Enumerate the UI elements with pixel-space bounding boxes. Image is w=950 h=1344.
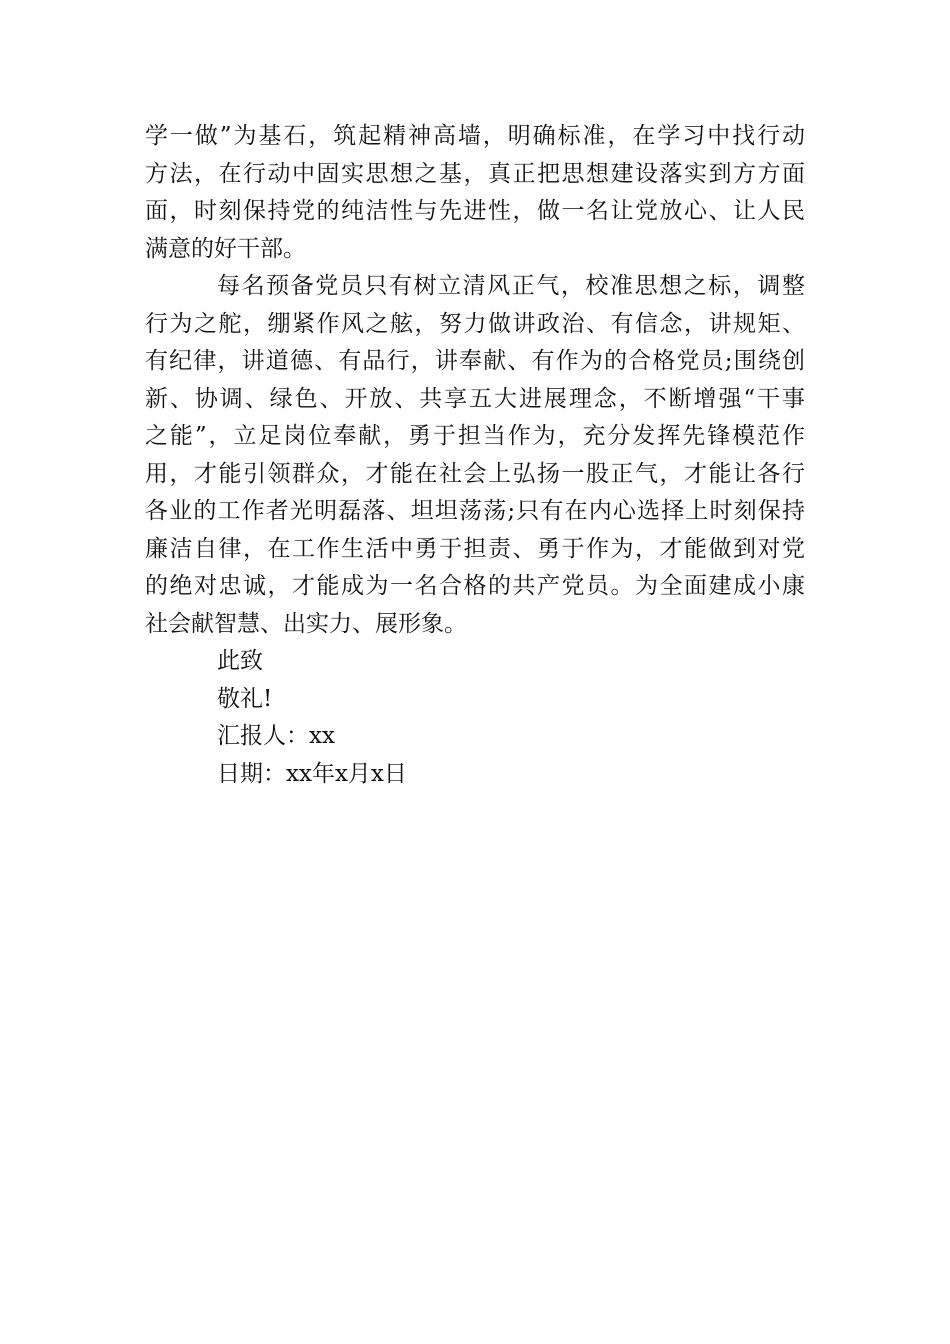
- text-line: 各业的工作者光明磊落、坦坦荡荡;只有在内心选择上时刻保持: [145, 498, 805, 524]
- text-line: 方法，在行动中固实思想之基，真正把思想建设落实到方方面: [145, 160, 805, 187]
- text-line: 行为之舵，绷紧作风之舷，努力做讲政治、有信念，讲规矩、: [145, 310, 805, 337]
- text-line: 每名预备党员只有树立清风正气，校准思想之标，调整: [217, 273, 805, 299]
- text-line: 廉洁自律，在工作生活中勇于担责、勇于作为，才能做到对党: [145, 535, 805, 562]
- report-date: 日期：xx年x月x日: [217, 760, 407, 787]
- closing-regards: 敬礼!: [217, 685, 273, 712]
- text-line: 学一做”为基石，筑起精神高墙，明确标准，在学习中找行动: [145, 123, 805, 149]
- letter-closing: [145, 643, 805, 793]
- closing-salutation: 此致: [217, 648, 263, 674]
- paragraph-continuation: [145, 118, 805, 268]
- text-line: 新、协调、绿色、开放、共享五大进展理念，不断增强“干事: [145, 385, 805, 412]
- reporter-signature: 汇报人：xx: [217, 723, 335, 749]
- paragraph-main: [145, 268, 805, 643]
- text-line: 满意的好干部。: [145, 235, 306, 262]
- text-line: 面，时刻保持党的纯洁性与先进性，做一名让党放心、让人民: [145, 198, 805, 224]
- text-line: 之能”，立足岗位奉献，勇于担当作为，充分发挥先锋模范作: [145, 423, 805, 449]
- text-line: 社会献智慧、出实力、展形象。: [145, 610, 467, 637]
- letter-body: [145, 118, 805, 793]
- text-line: 用，才能引领群众，才能在社会上弘扬一股正气，才能让各行: [145, 460, 805, 487]
- text-line: 的绝对忠诚，才能成为一名合格的共产党员。为全面建成小康: [145, 573, 805, 599]
- text-line: 有纪律，讲道德、有品行，讲奉献、有作为的合格党员;围绕创: [145, 348, 805, 374]
